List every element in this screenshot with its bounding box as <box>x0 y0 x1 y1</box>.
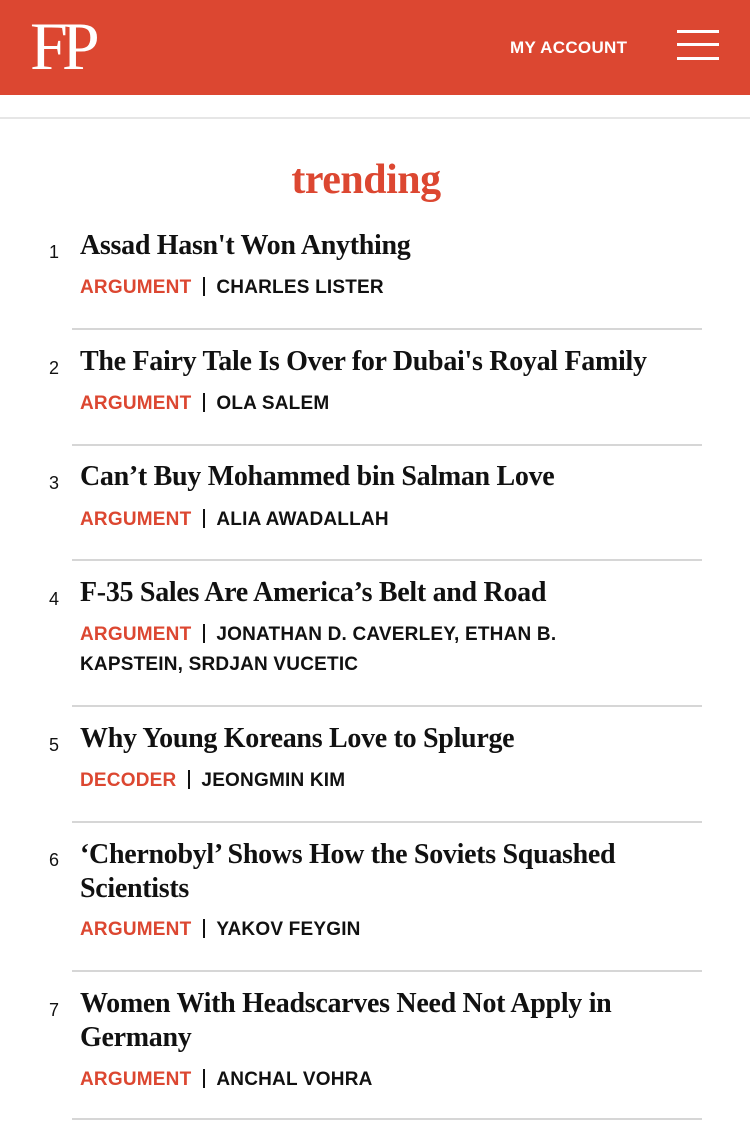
rank-number: 7 <box>49 1000 60 1020</box>
menu-bar <box>677 30 719 33</box>
article-kicker[interactable]: ARGUMENT <box>80 624 192 645</box>
item-divider <box>72 444 702 446</box>
item-divider <box>72 1118 702 1120</box>
article-title[interactable]: Women With Headscarves Need Not Apply in Germany <box>80 988 612 1053</box>
article-author[interactable]: ANCHAL VOHRA <box>216 1069 373 1090</box>
rank-number: 1 <box>49 242 60 262</box>
item-divider <box>72 705 702 707</box>
article-author[interactable]: YAKOV FEYGIN <box>216 919 361 940</box>
menu-bar <box>677 43 719 46</box>
article-kicker[interactable]: ARGUMENT <box>80 1069 192 1090</box>
article-meta <box>80 915 680 945</box>
article-meta <box>80 273 680 303</box>
item-divider <box>72 821 702 823</box>
article-kicker[interactable]: ARGUMENT <box>80 277 192 298</box>
rank-number: 5 <box>49 735 60 755</box>
article-meta <box>80 766 680 796</box>
rank-number: 4 <box>49 589 60 609</box>
meta-separator <box>203 919 205 938</box>
article-title[interactable]: ‘Chernobyl’ Shows How the Soviets Squashed Scientists <box>80 839 616 904</box>
hamburger-menu-icon[interactable] <box>677 28 719 64</box>
article-kicker[interactable]: DECODER <box>80 770 177 791</box>
article-kicker[interactable]: ARGUMENT <box>80 919 192 940</box>
article-meta <box>80 620 660 680</box>
article-title[interactable]: F-35 Sales Are America’s Belt and Road <box>80 577 547 608</box>
article-title[interactable]: The Fairy Tale Is Over for Dubai's Royal Family <box>80 346 647 377</box>
meta-separator <box>203 393 205 412</box>
menu-bar <box>677 57 719 60</box>
article-meta <box>80 1065 680 1095</box>
article-author[interactable]: CHARLES LISTER <box>216 277 384 298</box>
rank-number: 6 <box>49 850 60 870</box>
rank-number: 2 <box>49 358 60 378</box>
article-author[interactable]: OLA SALEM <box>216 393 330 414</box>
article-kicker[interactable]: ARGUMENT <box>80 509 192 530</box>
item-divider <box>72 970 702 972</box>
article-author[interactable]: JONATHAN D. CAVERLEY, ETHAN B. KAPSTEIN, SRDJAN VUCETIC <box>80 624 557 675</box>
article-author[interactable]: JEONGMIN KIM <box>201 770 346 791</box>
article-title[interactable]: Assad Hasn't Won Anything <box>80 230 411 261</box>
meta-separator <box>203 624 205 643</box>
meta-separator <box>203 509 205 528</box>
article-meta <box>80 505 680 535</box>
section-title: trending <box>291 157 441 203</box>
fp-logo[interactable]: FP <box>30 8 94 84</box>
article-title[interactable]: Why Young Koreans Love to Splurge <box>80 723 515 754</box>
my-account-link[interactable]: MY ACCOUNT <box>510 38 628 57</box>
header-divider <box>0 117 750 119</box>
item-divider <box>72 559 702 561</box>
site-header <box>0 0 750 95</box>
article-title[interactable]: Can’t Buy Mohammed bin Salman Love <box>80 461 555 492</box>
rank-number: 3 <box>49 473 60 493</box>
article-meta <box>80 389 680 419</box>
article-author[interactable]: ALIA AWADALLAH <box>216 509 389 530</box>
meta-separator <box>203 277 205 296</box>
article-kicker[interactable]: ARGUMENT <box>80 393 192 414</box>
item-divider <box>72 328 702 330</box>
meta-separator <box>188 770 190 789</box>
meta-separator <box>203 1069 205 1088</box>
